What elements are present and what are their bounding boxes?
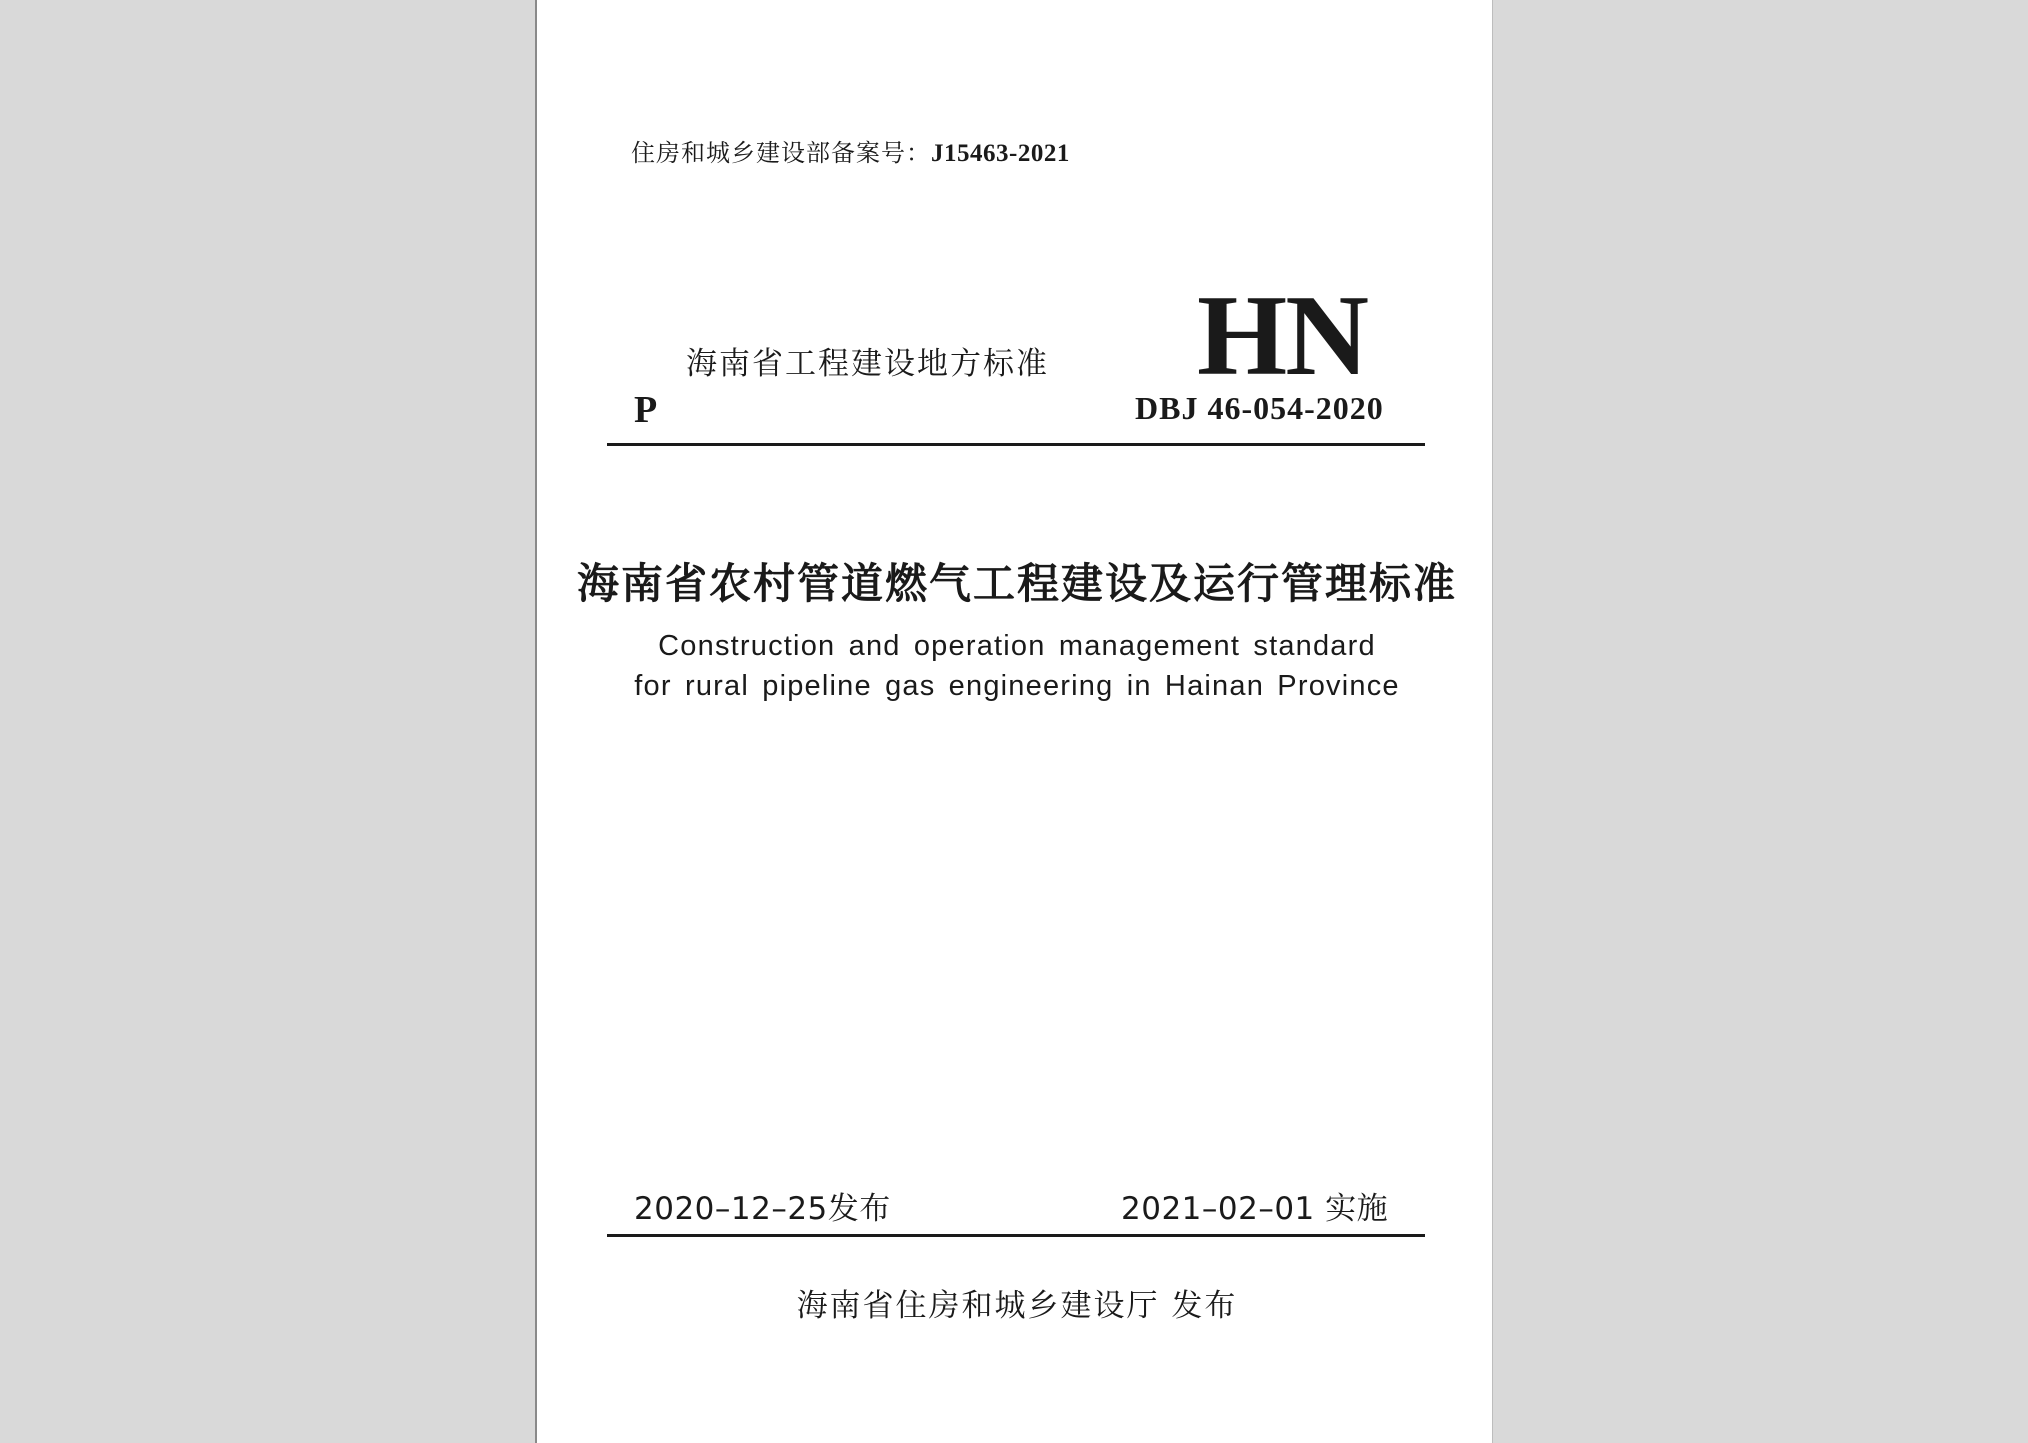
title-chinese: 海南省农村管道燃气工程建设及运行管理标准 [577, 559, 1458, 608]
title-english-line2: for rural pipeline gas engineering in Hainan Province [634, 670, 1400, 702]
document-page [535, 0, 1493, 1443]
publisher: 海南省住房和城乡建设厅 发布 [796, 1288, 1238, 1324]
region-mark: HN [1197, 272, 1367, 400]
record-number [631, 133, 1070, 168]
record-code: J15463-2021 [931, 140, 1070, 167]
record-label: 住房和城乡建设部备案号： [631, 139, 931, 167]
footer-divider [607, 1234, 1425, 1237]
header-divider [607, 443, 1425, 446]
standard-category: 海南省工程建设地方标准 [686, 346, 1049, 382]
standard-number: DBJ 46-054-2020 [1135, 390, 1384, 426]
title-english-line1: Construction and operation management standard [658, 630, 1376, 662]
issue-date: 2020–12–25发布 [634, 1191, 891, 1227]
implementation-date: 2021–02–01 实施 [1121, 1191, 1389, 1227]
class-letter: P [634, 389, 658, 431]
